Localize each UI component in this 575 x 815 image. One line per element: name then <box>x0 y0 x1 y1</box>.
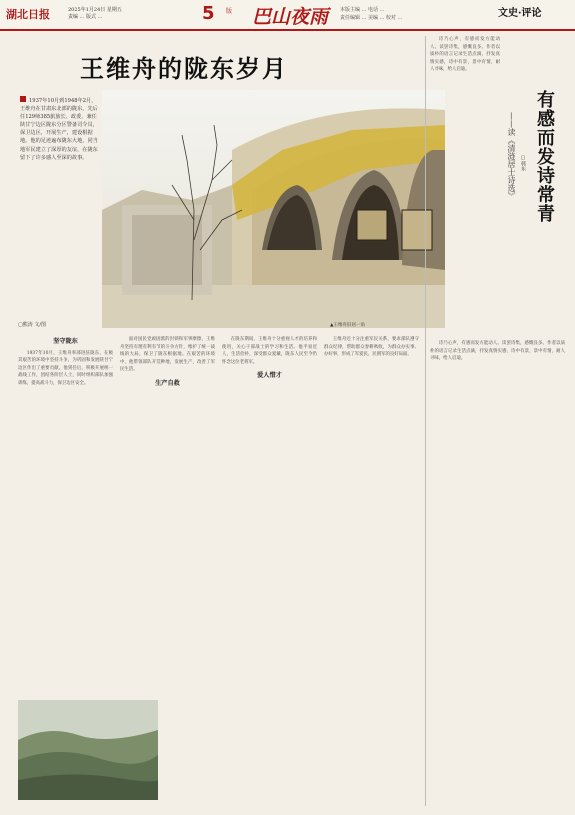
newspaper-logo: 湖北日报 <box>6 8 50 21</box>
body-column-2 <box>120 336 215 696</box>
subheading-2: 生产自救 <box>155 379 180 387</box>
body-column-3 <box>222 336 317 811</box>
article-summary <box>20 96 98 162</box>
paragraph: 面对国民党顽固派的封锁和军事摩擦，王维舟坚持有理有利有节的斗争方针，维护了统一战线的大局，保卫了陇东根据地。在艰苦的环境中，他带领部队开荒种地，发展生产，改善了军民生活。 <box>120 337 215 373</box>
photo-caption: ▲王维舟旧居一角 <box>330 323 365 328</box>
sidebar-author: ▢韩东 <box>520 155 526 171</box>
section-title: 文史·评论 <box>498 8 542 19</box>
column-divider <box>425 36 426 806</box>
paragraph: 诗乃心声，有感而发方能动人。读罢诗集，感慨良多。作者以质朴的语言记录生活点滴，抒发真情实感，诗中有景，景中有情，耐人寻味，给人启迪。 <box>430 341 565 362</box>
article-byline: ▢熊涛 文/图 <box>18 322 46 328</box>
sidebar-text-top <box>430 36 500 336</box>
paragraph: 王维舟还十分注重军民关系，要求部队遵守群众纪律，帮助群众春耕秋收，为群众办实事、办好事，形成了军爱民、民拥军的良好局面。 <box>324 337 419 358</box>
subheading-3: 爱人惜才 <box>257 372 282 380</box>
paragraph: 诗乃心声，有感而发方能动人。读罢诗集，感慨良多。作者以质朴的语言记录生活点滴，抒发真情实感，诗中有景，景中有情，耐人寻味，给人启迪。 <box>430 37 500 73</box>
paragraph: 1937年10月，王维舟率部进驻陇东，在极其艰苦的环境中坚持斗争，为巩固和发展陕甘宁边区作出了重要贡献。他到任后，积极开展统一战线工作，团结各阶层人士，同时组织部队加强训练，提高战斗力，保卫边区安全。 <box>18 350 113 386</box>
sidebar-subtitle: ——读《清涟居士诗选》 <box>507 112 516 200</box>
summary-marker <box>20 96 26 102</box>
sidebar-text-bottom <box>430 340 565 810</box>
body-column-1 <box>18 336 113 696</box>
header-credits-top: 本版主编 ... 电话 ... <box>340 7 385 13</box>
header-rule <box>0 29 575 31</box>
summary-text: 1937年10月到1948年2月，王维舟在甘肃东北部的陇东，先后任129师385旅旅长、政委，兼任陕甘宁边区陇东分区警备司令员，保卫边区，开展生产，建设根据地。他的足迹遍布陇东大地，同当地军民建立了深厚的友谊，在陇东留下了许多感人至深的故事。 <box>20 98 98 161</box>
article-headline: 王维舟的陇东岁月 <box>80 54 288 83</box>
editor-line: 责编 ... 版式 ... <box>68 14 103 20</box>
header-credits-bottom: 责任编辑 ... 美编 ... 校对 ... <box>340 15 403 21</box>
main-photo <box>102 90 445 328</box>
sidebar-title: 有感而发诗常青 <box>534 90 555 223</box>
subheading-1: 坚守陇东 <box>53 338 78 345</box>
page-title: 巴山夜雨 <box>252 6 329 28</box>
page-number: 5 <box>202 3 215 24</box>
issue-date: 2025年1月24日 星期五 <box>68 7 122 13</box>
landscape-photo <box>18 700 158 800</box>
paragraph: 在陇东期间，王维舟十分重视人才的培养和使用，关心干部战士的学习和生活。他平易近人，生活俭朴，深受群众爱戴，陇东人民至今仍怀念这位老将军。 <box>222 337 317 365</box>
body-column-4 <box>324 336 419 811</box>
page-label: 版 <box>226 8 233 15</box>
